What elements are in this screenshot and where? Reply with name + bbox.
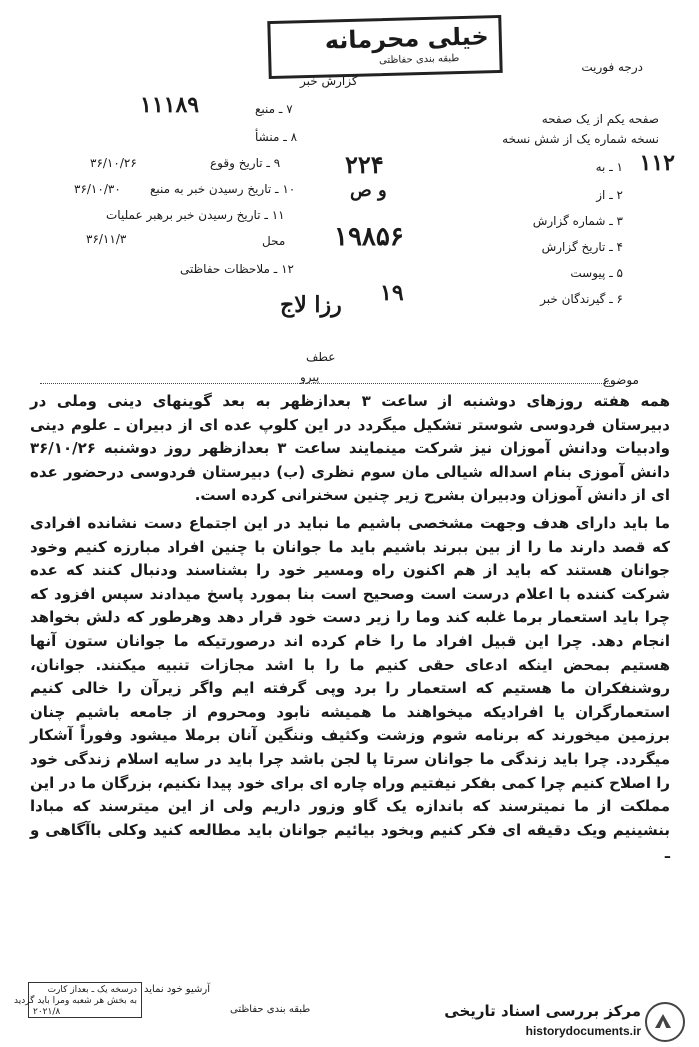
archive-note: آرشیو خود نماید xyxy=(144,984,210,995)
event-date-value: ۳۶/۱۰/۲۶ xyxy=(90,156,137,170)
body-paragraph-1: همه هفته روزهای دوشنبه از ساعت ۳ بعدازظهر به بعد گوینهای دینی وملی در دبیرستان فردوسی شوستر تشکیل میگردد در این کلوپ عده ای از دبیران ـ علوم دینی وادبیات ودانش آموزان نیز شرکت مینمایند ساعت ۳ بعدازظهر روز دوشنبه ۳۶/۱۰/۲۶ دانش آموزی بنام اسداله شیالی مان سوم نظری (ب) دبیرستان فردوسی درحضور عده ای از دانش آموزان ودبیران بشرح زیر چنین سخنرانی کرده است. xyxy=(30,392,670,505)
logo-title: مرکز بررسی اسناد تاریخی xyxy=(444,1002,641,1020)
report-label: گزارش خبر xyxy=(300,74,358,88)
stamp-title: خیلی محرمانه xyxy=(324,22,490,55)
handwritten-note-2: و ص xyxy=(350,180,387,201)
received-ops-value: ۳۶/۱۱/۳ xyxy=(86,232,127,246)
handwritten-note-3: ۱۹۸۵۶ xyxy=(334,222,404,252)
subject-line xyxy=(40,383,620,384)
event-date-label: ۹ ـ تاریخ وقوع xyxy=(210,156,281,170)
notes-label: ۱۲ ـ ملاحظات حفاظتی xyxy=(180,262,294,276)
reference-label: عطف xyxy=(306,350,336,364)
subject-label: موضوع xyxy=(602,373,639,387)
copy-label: نسخه شماره یک از شش نسخه xyxy=(502,132,659,146)
place-label: محل xyxy=(262,234,286,248)
classification-stamp xyxy=(267,15,502,79)
footer-classification: طبقه بندی حفاظتی xyxy=(230,1004,311,1015)
archive-logo-icon xyxy=(645,1002,685,1042)
received-ops-label: ۱۱ ـ تاریخ رسیدن خبر برهبر عملیات xyxy=(106,208,285,222)
report-number-label: ۳ ـ شماره گزارش xyxy=(532,214,623,228)
distribution-line-3: ۲۰۲۱/۸ xyxy=(33,1007,61,1017)
handwritten-note-5: رزا لاج xyxy=(280,292,342,318)
to-value: ۱۱۲ xyxy=(639,150,675,176)
attachment-label: ۵ ـ پیوست xyxy=(570,266,623,280)
page-label: صفحه یکم از یک صفحه xyxy=(541,112,659,126)
body-paragraph-2: ما باید دارای هدف وجهت مشخصی باشیم ما نباید در این اجتماع دست نشانده افرادی که قصد دارند ما را از بین ببرند باشیم باید ما جوانان با چنین افراد مبارزه کنیم وخود جوانان هستند که باید از هم اکنون راه ومسیر خود را بشناسند ودنبال کنند که عده شرکت کننده با اعلام درست است وصحیح است بنا بمورد پاسخ میدادند سپس افزود که چرا باید استعمار برما غلبه کند وما را زیر دست خود قرار دهد وهرطور که دلش بخواهد انجام دهد. چرا این قبیل افراد ما را خام کرده اند درصورتیکه ما جوانان ستون آنها هستیم بمحض اینکه ادعای حقی کنیم ما را با اشد مجازات تنبیه میکنند. جوانان، روشنفکران ما هستیم که استعمار را برد وپی گرفته ایم واگر زیرآن را خالی کنیم استعمارگران یا افرادیکه میخواهند ما همیشه نابود ومحروم از جامعه باشیم چنان برزمین میخورند که برنامه شوم وزشت وکثیف وننگین آنان برملا میشود وفوراً آشکار میگردد. چرا باید زندگی ما جوانان سرتا پا لجن باشد چرا باید در سایه اسلام زندگی خود را اصلاح کنیم چرا کمی بفکر نیفتیم وراه چاره ای برای خود پیدا نکنیم، بزرگان ما در این مملکت از ما نمیترسند که باندازه یک گاو وزور داریم ولی از این میترسند که مبادا بنشینیم ویک دقیقه ای فکر کنیم وبخود بیائیم جوانان باید مطالعه کنید وکلی باآگاهی و ـ xyxy=(30,513,670,863)
to-label: ۱ ـ به xyxy=(595,160,623,174)
handwritten-note-4: ۱۹ xyxy=(380,280,404,306)
from-label: ۲ ـ از xyxy=(596,188,623,202)
distribution-line-2: به بخش هر شعبه ومرا باید گردید xyxy=(13,996,137,1006)
recipients-label: ۶ ـ گیرندگان خبر xyxy=(540,292,623,306)
stamp-subtitle: طبقه بندی حفاظتی xyxy=(378,53,460,67)
received-source-value: ۳۶/۱۰/۳۰ xyxy=(74,182,121,196)
report-date-label: ۴ ـ تاریخ گزارش xyxy=(541,240,623,254)
origin-label: ۸ ـ منشأ xyxy=(255,130,298,144)
logo-url: historydocuments.ir xyxy=(525,1024,641,1038)
distribution-line-1: درسخه یک ـ بعداز کارت xyxy=(47,985,137,995)
received-source-label: ۱۰ ـ تاریخ رسیدن خبر به منبع xyxy=(150,182,296,196)
handwritten-note-1: ۲۲۴ xyxy=(345,150,384,179)
follow-up-label: پیرو xyxy=(300,370,320,384)
priority-label: درجه فوریت xyxy=(581,60,643,74)
report-body xyxy=(30,390,670,870)
distribution-box xyxy=(13,982,142,1018)
watermark-logo xyxy=(421,1000,691,1044)
document-number: ۱۱۱۸۹ xyxy=(140,92,200,118)
source-label: ۷ ـ منبع xyxy=(255,102,293,116)
